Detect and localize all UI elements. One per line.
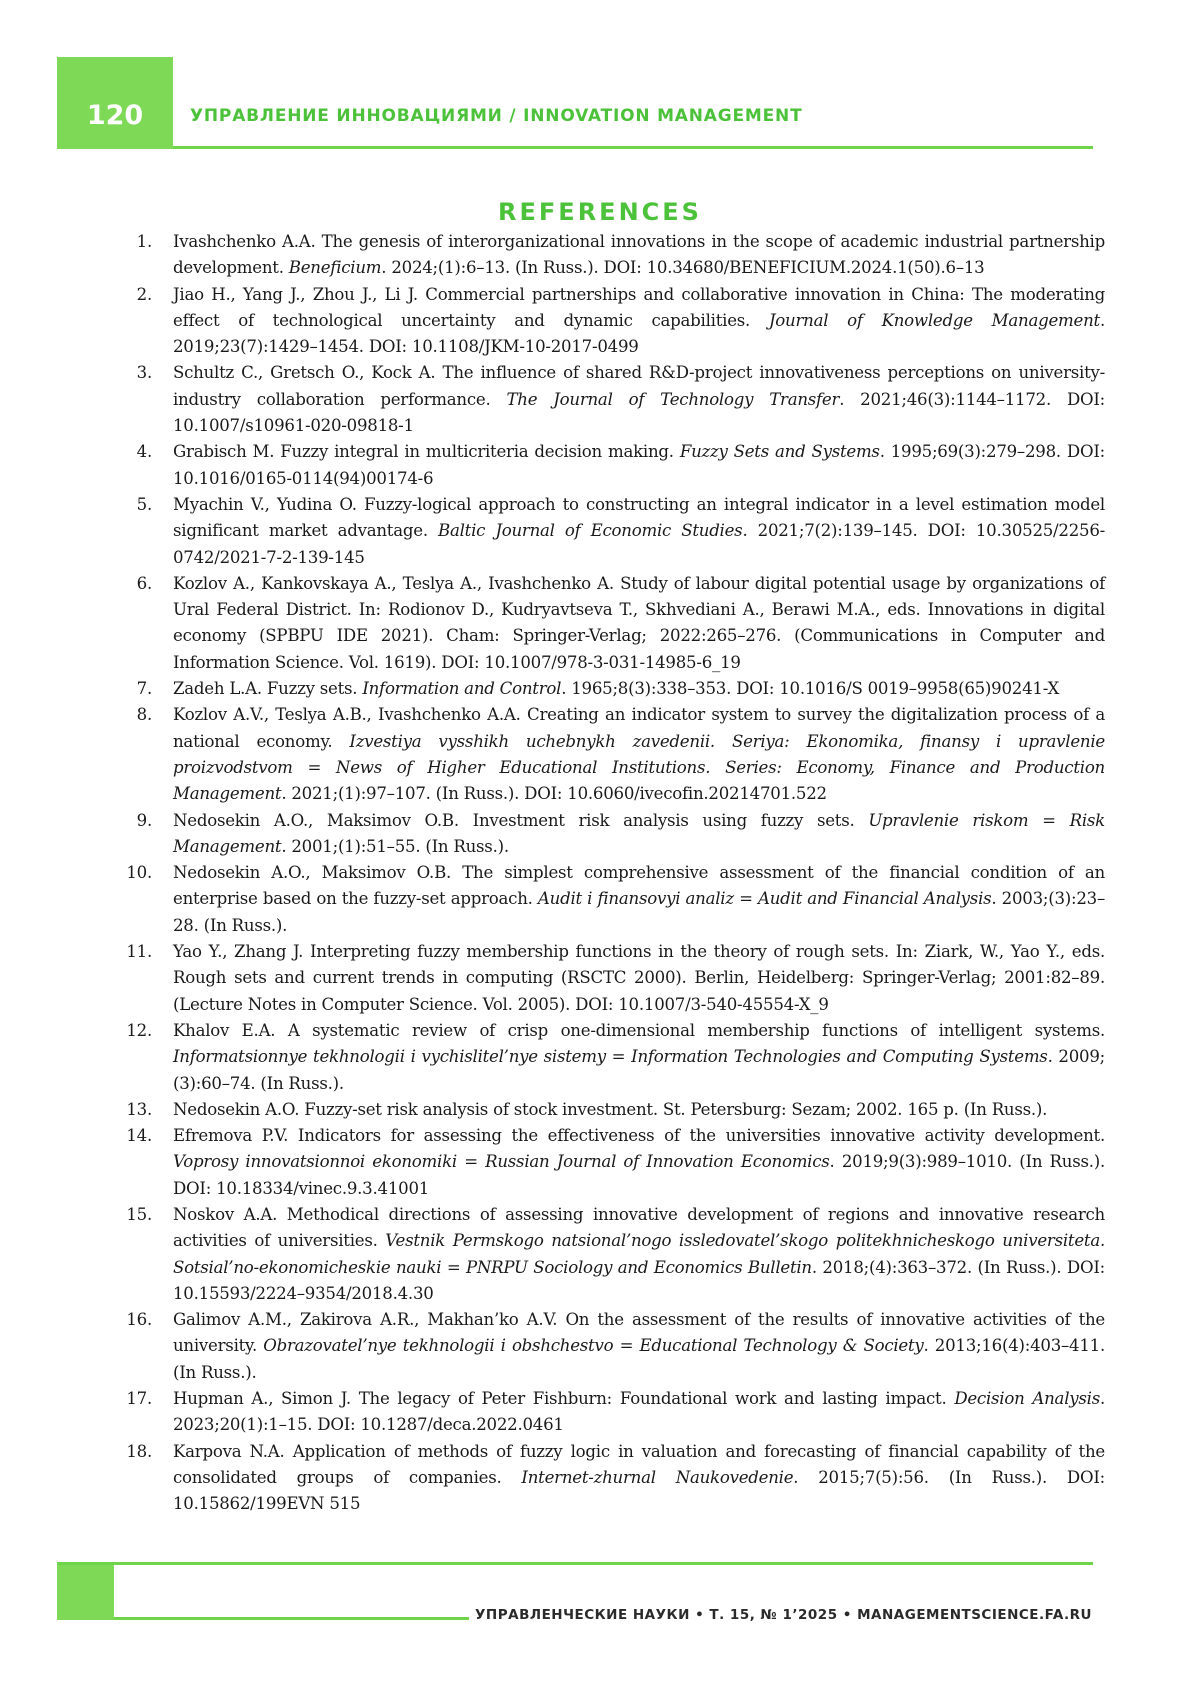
reference-number: 4. xyxy=(136,442,152,462)
reference-item xyxy=(120,1439,1105,1518)
header-rule xyxy=(173,146,1093,149)
reference-number: 16. xyxy=(126,1310,152,1330)
reference-item xyxy=(120,282,1105,361)
reference-item xyxy=(120,1307,1105,1386)
reference-text: Noskov A.A. Methodical directions of assessing innovative development of regions and innovative research activities of universities. xyxy=(173,1204,1105,1251)
reference-text: Ivashchenko A.A. The genesis of interorganizational innovations in the scope of academic industrial partnership development. xyxy=(173,232,1105,278)
reference-list xyxy=(120,229,1105,1518)
reference-item xyxy=(120,860,1105,939)
reference-number: 8. xyxy=(136,705,152,725)
reference-journal: Vestnik Permskogo natsional’nogo issledovatel’skogo politekhnicheskogo universiteta. Sotsial’no-ekonomicheskie nauki = PNRPU Sociology and Economics Bulletin xyxy=(173,1231,1106,1277)
reference-journal: Journal of Knowledge Management xyxy=(768,310,1100,330)
reference-details: . 2019;9(3):989–1010. (In Russ.). DOI: 10.18334/vinec.9.3.41001 xyxy=(173,1152,1105,1198)
running-head: УПРАВЛЕНИЕ ИННОВАЦИЯМИ / INNOVATION MANAGEMENT xyxy=(190,106,803,126)
reference-item xyxy=(120,492,1105,571)
reference-journal: Obrazovatel’nye tekhnologii i obshchestvo = Educational Technology & Society xyxy=(263,1336,924,1356)
reference-text: Schultz C., Gretsch O., Kock A. The influence of shared R&D-project innovativeness perceptions on university-industry collaboration performance. xyxy=(173,363,1105,409)
reference-number: 10. xyxy=(126,863,152,883)
reference-details: . 2023;20(1):1–15. DOI: 10.1287/deca.2022.0461 xyxy=(173,1389,1105,1435)
reference-item xyxy=(120,1386,1105,1439)
reference-number: 7. xyxy=(136,679,152,699)
reference-number: 15. xyxy=(126,1204,152,1224)
reference-journal: Internet-zhurnal Naukovedenie xyxy=(521,1467,794,1487)
reference-item xyxy=(120,939,1105,1018)
reference-details: . 2009;(3):60–74. (In Russ.). xyxy=(173,1047,1105,1093)
reference-details: . 2021;46(3):1144–1172. DOI: 10.1007/s10961-020-09818-1 xyxy=(173,389,1105,436)
reference-details: . 2003;(3):23–28. (In Russ.). xyxy=(173,889,1105,935)
reference-details: . 2013;16(4):403–411. (In Russ.). xyxy=(173,1336,1106,1382)
reference-text: Galimov A.M., Zakirova A.R., Makhan’ko A.V. On the assessment of the results of innovative activities of the university. xyxy=(173,1310,1105,1356)
reference-item xyxy=(120,360,1105,439)
reference-number: 18. xyxy=(126,1441,152,1461)
reference-number: 1. xyxy=(136,232,152,251)
reference-text: Zadeh L.A. Fuzzy sets. xyxy=(173,679,363,699)
footer-underline xyxy=(114,1617,469,1620)
reference-text: Nedosekin A.O., Maksimov O.B. The simplest comprehensive assessment of the financial condition of an enterprise based on the fuzzy-set approach. xyxy=(173,863,1105,909)
reference-item xyxy=(120,1097,1105,1123)
footer-text: УПРАВЛЕНЧЕСКИЕ НАУКИ • Т. 15, № 1’2025 • MANAGEMENTSCIENCE.FA.RU xyxy=(475,1607,1092,1623)
reference-item xyxy=(120,571,1105,676)
footer-box xyxy=(57,1565,114,1620)
reference-details: . 2015;7(5):56. (In Russ.). DOI: 10.15862/199EVN 515 xyxy=(173,1467,1105,1514)
reference-number: 17. xyxy=(126,1389,152,1409)
reference-journal: Decision Analysis xyxy=(954,1389,1100,1409)
reference-details: . 2024;(1):6–13. (In Russ.). DOI: 10.34680/BENEFICIUM.2024.1(50).6–13 xyxy=(381,258,985,278)
reference-details: . 2001;(1):51–55. (In Russ.). xyxy=(281,836,509,856)
reference-journal: Izvestiya vysshikh uchebnykh zavedenii. Seriya: Ekonomika, finansy i upravlenie proizvodstvom = News of Higher Educational Institutions. Series: Economy, Finance and Production Management xyxy=(173,731,1105,804)
reference-item xyxy=(120,1123,1105,1202)
reference-details: . 1995;69(3):279–298. DOI: 10.1016/0165-0114(94)00174-6 xyxy=(173,442,1105,488)
reference-item xyxy=(120,439,1105,492)
reference-text: Kozlov A., Kankovskaya A., Teslya A., Ivashchenko A. Study of labour digital potential usage by organizations of Ural Federal District. In: Rodionov D., Kudryavtseva T., Skhvediani A., Berawi M.A., eds. Innovations in digital economy (SPBPU IDE 2021). Cham: Springer-Verlag; 2022:265–276. (Communications in Computer and Information Science. Vol. 1619). DOI: 10.1007/978-3-031-14985-6_19 xyxy=(173,573,1105,672)
reference-number: 5. xyxy=(136,494,152,514)
reference-text: Nedosekin A.O. Fuzzy-set risk analysis of stock investment. St. Petersburg: Sezam; 2002. 165 p. (In Russ.). xyxy=(173,1099,1048,1119)
reference-text: Nedosekin A.O., Maksimov O.B. Investment risk analysis using fuzzy sets. xyxy=(173,810,869,830)
reference-number: 14. xyxy=(126,1126,152,1146)
reference-details: . 2021;(1):97–107. (In Russ.). DOI: 10.6060/ivecofin.20214701.522 xyxy=(281,784,827,804)
reference-text: Hupman A., Simon J. The legacy of Peter Fishburn: Foundational work and lasting impact. xyxy=(173,1389,955,1409)
reference-journal: Beneficium xyxy=(288,258,382,278)
reference-journal: Information and Control xyxy=(362,679,562,699)
page-number: 120 xyxy=(86,100,144,131)
reference-item xyxy=(120,1202,1105,1307)
reference-number: 11. xyxy=(126,942,152,962)
reference-item xyxy=(120,702,1105,807)
reference-journal: The Journal of Technology Transfer xyxy=(506,389,840,409)
reference-details: . 2021;7(2):139–145. DOI: 10.30525/2256-0742/2021-7-2-139-145 xyxy=(173,521,1105,567)
reference-number: 9. xyxy=(136,810,152,830)
reference-text: Karpova N.A. Application of methods of fuzzy logic in valuation and forecasting of financial capability of the consolidated groups of companies. xyxy=(173,1441,1105,1487)
reference-item xyxy=(120,1018,1105,1097)
footer-rule xyxy=(57,1562,1093,1565)
reference-journal: Audit i finansovyi analiz = Audit and Financial Analysis xyxy=(537,889,992,909)
reference-journal: Voprosy innovatsionnoi ekonomiki = Russian Journal of Innovation Economics xyxy=(173,1152,830,1172)
section-title: REFERENCES xyxy=(498,198,702,226)
reference-journal: Baltic Journal of Economic Studies xyxy=(438,521,743,541)
reference-item xyxy=(120,229,1105,282)
reference-text: Jiao H., Yang J., Zhou J., Li J. Commercial partnerships and collaborative innovation in China: The moderating effect of technological uncertainty and dynamic capabilities. xyxy=(173,284,1105,330)
reference-journal: Fuzzy Sets and Systems xyxy=(679,442,880,462)
reference-item xyxy=(120,808,1105,861)
reference-details: . 2019;23(7):1429–1454. DOI: 10.1108/JKM-10-2017-0499 xyxy=(173,310,1105,357)
reference-details: . 2018;(4):363–372. (In Russ.). DOI: 10.15593/2224–9354/2018.4.30 xyxy=(173,1257,1105,1303)
reference-journal: Informatsionnye tekhnologii i vychislitel’nye sistemy = Information Technologies and Computing Systems xyxy=(173,1047,1048,1067)
reference-number: 6. xyxy=(136,573,152,593)
reference-text: Khalov E.A. A systematic review of crisp one-dimensional membership functions of intelligent systems. xyxy=(173,1020,1105,1040)
reference-number: 13. xyxy=(126,1099,152,1119)
reference-number: 2. xyxy=(136,284,152,304)
reference-item xyxy=(120,676,1105,702)
reference-text: Myachin V., Yudina O. Fuzzy-logical approach to constructing an integral indicator in a level estimation model significant market advantage. xyxy=(173,494,1105,541)
reference-number: 3. xyxy=(136,363,152,383)
reference-text: Grabisch M. Fuzzy integral in multicriteria decision making. xyxy=(173,442,680,462)
reference-number: 12. xyxy=(126,1020,152,1040)
reference-text: Efremova P.V. Indicators for assessing the effectiveness of the universities innovative activity development. xyxy=(173,1126,1105,1146)
reference-text: Kozlov A.V., Teslya A.B., Ivashchenko A.A. Creating an indicator system to survey the digitalization process of a national economy. xyxy=(173,705,1105,751)
reference-journal: Upravlenie riskom = Risk Management xyxy=(173,810,1105,856)
reference-details: . 1965;8(3):338–353. DOI: 10.1016/S 0019–9958(65)90241-X xyxy=(561,679,1060,699)
reference-text: Yao Y., Zhang J. Interpreting fuzzy membership functions in the theory of rough sets. In: Ziark, W., Yao Y., eds. Rough sets and current trends in computing (RSCTC 2000). Berlin, Heidelberg: Springer-Verlag; 2001:82–89. (Lecture Notes in Computer Science. Vol. 2005). DOI: 10.1007/3-540-45554-X_9 xyxy=(173,942,1105,1014)
